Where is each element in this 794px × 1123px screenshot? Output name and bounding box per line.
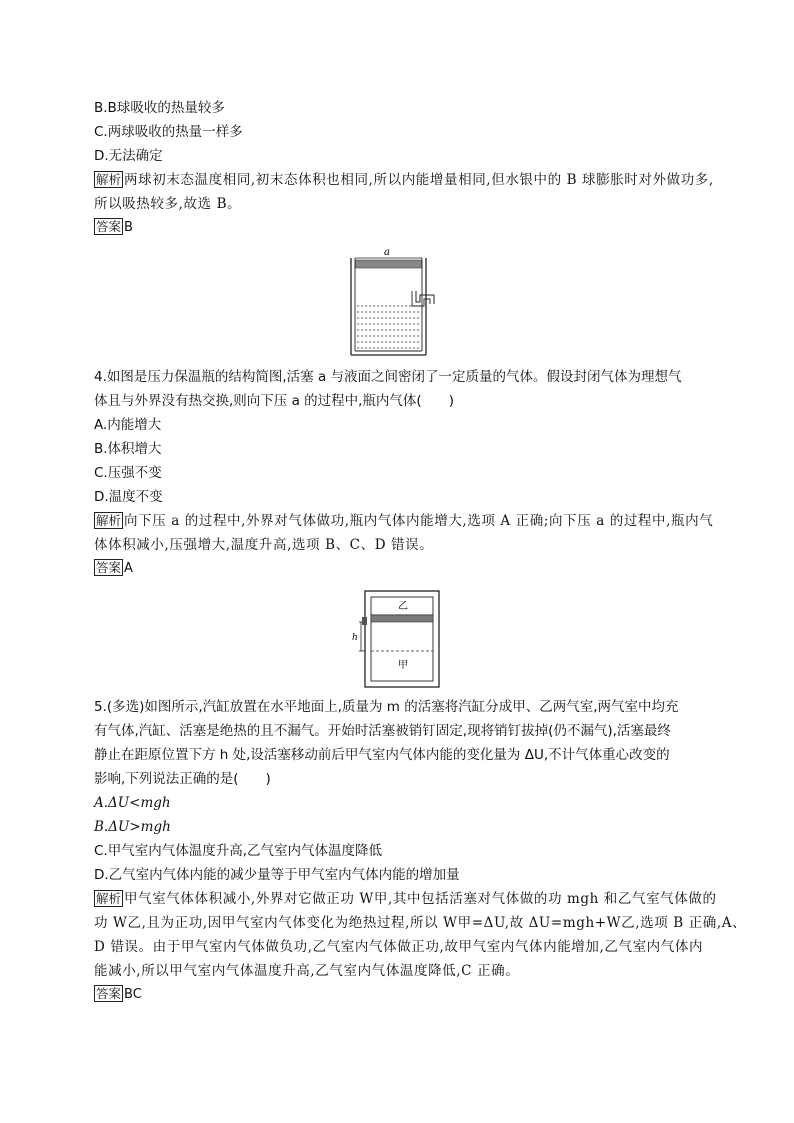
- q5-stem-line-3: 静止在距原位置下方 h 处,设活塞移动前后甲气室内气体内能的变化量为 ΔU,不计气体重心改变的: [94, 747, 670, 763]
- q4-answer: [94, 557, 714, 581]
- q3-explanation: [94, 168, 714, 216]
- explanation-label: 解析: [96, 513, 122, 528]
- q3-option-d: D.无法确定: [94, 148, 163, 164]
- thermos-diagram: [346, 246, 456, 361]
- q4-stem-line-2: 体且与外界没有热交换,则向下压 a 的过程中,瓶内气体( ): [94, 393, 454, 409]
- q5-explanation-line-1: 甲气室气体体积减小,外界对它做正功 W甲,其中包括活塞对气体做的功 mgh 和乙气室气体做的: [124, 891, 717, 907]
- q4-option-b: B.体积增大: [94, 441, 162, 457]
- q5-explanation: [94, 887, 747, 983]
- q5-explanation-line-2: 功 W乙,且为正功,因甲气室内气体变化为绝热过程,所以 W甲=ΔU,故 ΔU=mgh+W乙,选项 B 正确,A、: [94, 915, 747, 931]
- q4-stem: [94, 365, 714, 413]
- q4-explanation-line-2: 体体积减小,压强增大,温度升高,选项 B、C、D 错误。: [94, 537, 434, 553]
- q5-stem: [94, 695, 714, 791]
- q5-answer: [94, 983, 714, 1007]
- thermos-figure: [346, 246, 456, 361]
- q3-answer: [94, 216, 714, 240]
- q5-explanation-line-4: 能减小,所以甲气室内气体温度升高,乙气室内气体温度降低,C 正确。: [94, 963, 520, 979]
- chamber-yi-label: 乙: [398, 601, 408, 612]
- answer-label: 答案: [96, 986, 122, 1001]
- answer-label: 答案: [96, 560, 122, 575]
- q5-answer-value: BC: [124, 987, 142, 1002]
- answer-label: 答案: [96, 219, 122, 234]
- q5-stem-line-2: 有气体,汽缸、活塞是绝热的且不漏气。开始时活塞被销钉固定,现将销钉拔掉(仍不漏气),活塞最终: [94, 723, 671, 739]
- q5-option-d: D.乙气室内气体内能的减少量等于甲气室内气体内能的增加量: [94, 867, 460, 883]
- q5-stem-line-4: 影响,下列说法正确的是( ): [94, 771, 271, 787]
- q5-option-a: A.ΔU<mgh: [94, 795, 171, 811]
- q4-option-c: C.压强不变: [94, 465, 162, 481]
- q4-option-a: A.内能增大: [94, 417, 162, 433]
- height-h-label: h: [352, 633, 358, 643]
- piston-a-label: a: [384, 247, 390, 258]
- explanation-label: 解析: [96, 891, 122, 906]
- q5-explanation-line-3: D 错误。由于甲气室内气体做负功,乙气室内气体做正功,故甲气室内气体内能增加,乙气室内气体内: [94, 939, 704, 955]
- q4-option-d: D.温度不变: [94, 489, 163, 505]
- q4-stem-line-1: 4.如图是压力保温瓶的结构简图,活塞 a 与液面之间密闭了一定质量的气体。假设封闭气体为理想气: [94, 369, 682, 385]
- chamber-jia-label: 甲: [398, 660, 408, 671]
- q3-option-c: C.两球吸收的热量一样多: [94, 124, 243, 140]
- q5-stem-line-1: 5.(多选)如图所示,汽缸放置在水平地面上,质量为 m 的活塞将汽缸分成甲、乙两气室,两气室中均充: [94, 699, 679, 715]
- q3-explanation-line-2: 所以吸热较多,故选 B。: [94, 196, 242, 212]
- q4-explanation-line-1: 向下压 a 的过程中,外界对气体做功,瓶内气体内能增大,选项 A 正确;向下压 a 的过程中,瓶内气: [124, 513, 714, 529]
- cylinder-figure: [350, 589, 450, 689]
- q5-option-c: C.甲气室内气体温度升高,乙气室内气体温度降低: [94, 843, 383, 859]
- q5-option-b: B.ΔU>mgh: [94, 819, 171, 835]
- q3-explanation-line-1: 两球初末态温度相同,初末态体积也相同,所以内能增量相同,但水银中的 B 球膨胀时对外做功多,: [124, 172, 714, 188]
- q4-explanation: [94, 509, 714, 557]
- page-content: [94, 96, 747, 1007]
- q4-answer-value: A: [124, 561, 133, 576]
- q3-option-b: B.B球吸收的热量较多: [94, 100, 225, 116]
- cylinder-diagram: [350, 589, 450, 689]
- explanation-label: 解析: [96, 172, 122, 187]
- q3-answer-value: B: [124, 220, 133, 235]
